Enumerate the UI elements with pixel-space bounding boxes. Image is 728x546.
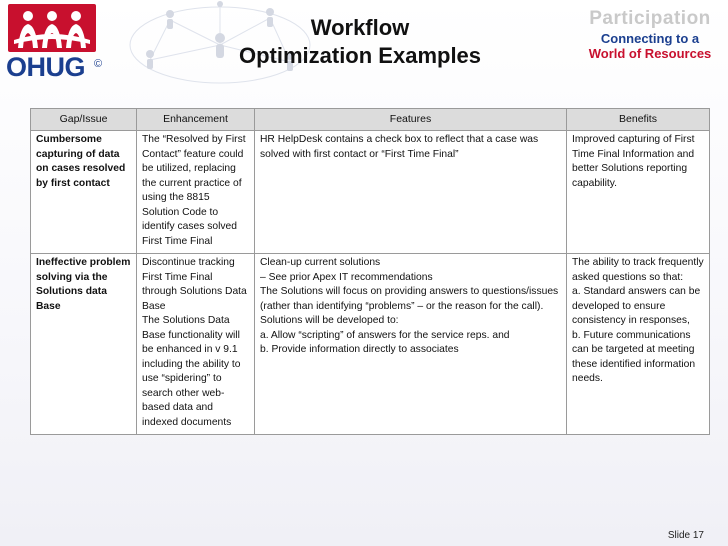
column-header-gap: Gap/Issue: [31, 109, 137, 131]
column-header-benefits: Benefits: [567, 109, 710, 131]
tagline-line-2: World of Resources: [588, 46, 712, 61]
title-line-2: Optimization Examples: [238, 43, 482, 68]
participation-title: Participation: [589, 8, 711, 29]
tagline-line-1: Connecting to a: [600, 31, 700, 46]
enhancement-cell: The “Resolved by First Contact” feature could be utilized, replacing the current practice of using the 8815 Solution Code to identify cases solved First Time Final: [137, 131, 255, 254]
table-row: [31, 254, 710, 435]
people-logo-icon: [8, 4, 96, 52]
features-cell: Clean-up current solutions – See prior Apex IT recommendations The Solutions will focus on providing answers to questions/issues (rather than identifying “problems” – or the reason for the call). Solutions will be developed to: a. Allow “scripting” of answers for the service reps. and b. Provide information directly to associates: [255, 254, 567, 435]
logo-wordmark: OHUG: [6, 52, 85, 82]
features-cell: HR HelpDesk contains a check box to reflect that a case was solved with first contact or “First Time Final”: [255, 131, 567, 254]
column-header-features: Features: [255, 109, 567, 131]
table-header-row: [31, 109, 710, 131]
title-line-1: Workflow: [310, 15, 410, 40]
gap-cell: Ineffective problem solving via the Solutions data Base: [31, 254, 137, 435]
slide-title: [200, 14, 520, 70]
slide-header: [0, 0, 728, 100]
column-header-enhancement: Enhancement: [137, 109, 255, 131]
participation-logo: [580, 8, 720, 61]
benefits-cell: Improved capturing of First Time Final Information and better Solutions reporting capability.: [567, 131, 710, 254]
gap-cell: Cumbersome capturing of data on cases resolved by first contact: [31, 131, 137, 254]
optimization-table: [30, 108, 710, 435]
table-row: [31, 131, 710, 254]
slide-number: Slide 17: [667, 530, 704, 541]
copyright-mark: ©: [94, 58, 103, 70]
ohug-logo: [8, 4, 96, 52]
benefits-cell: The ability to track frequently asked questions so that: a. Standard answers can be developed to ensure consistency in responses, b. Future communications can be targeted at meeting these identified information needs.: [567, 254, 710, 435]
enhancement-cell: Discontinue tracking First Time Final through Solutions Data Base The Solutions Data Base functionality will be enhanced in v 9.1 including the ability to use “spidering” to search other web-based data and indexed documents: [137, 254, 255, 435]
